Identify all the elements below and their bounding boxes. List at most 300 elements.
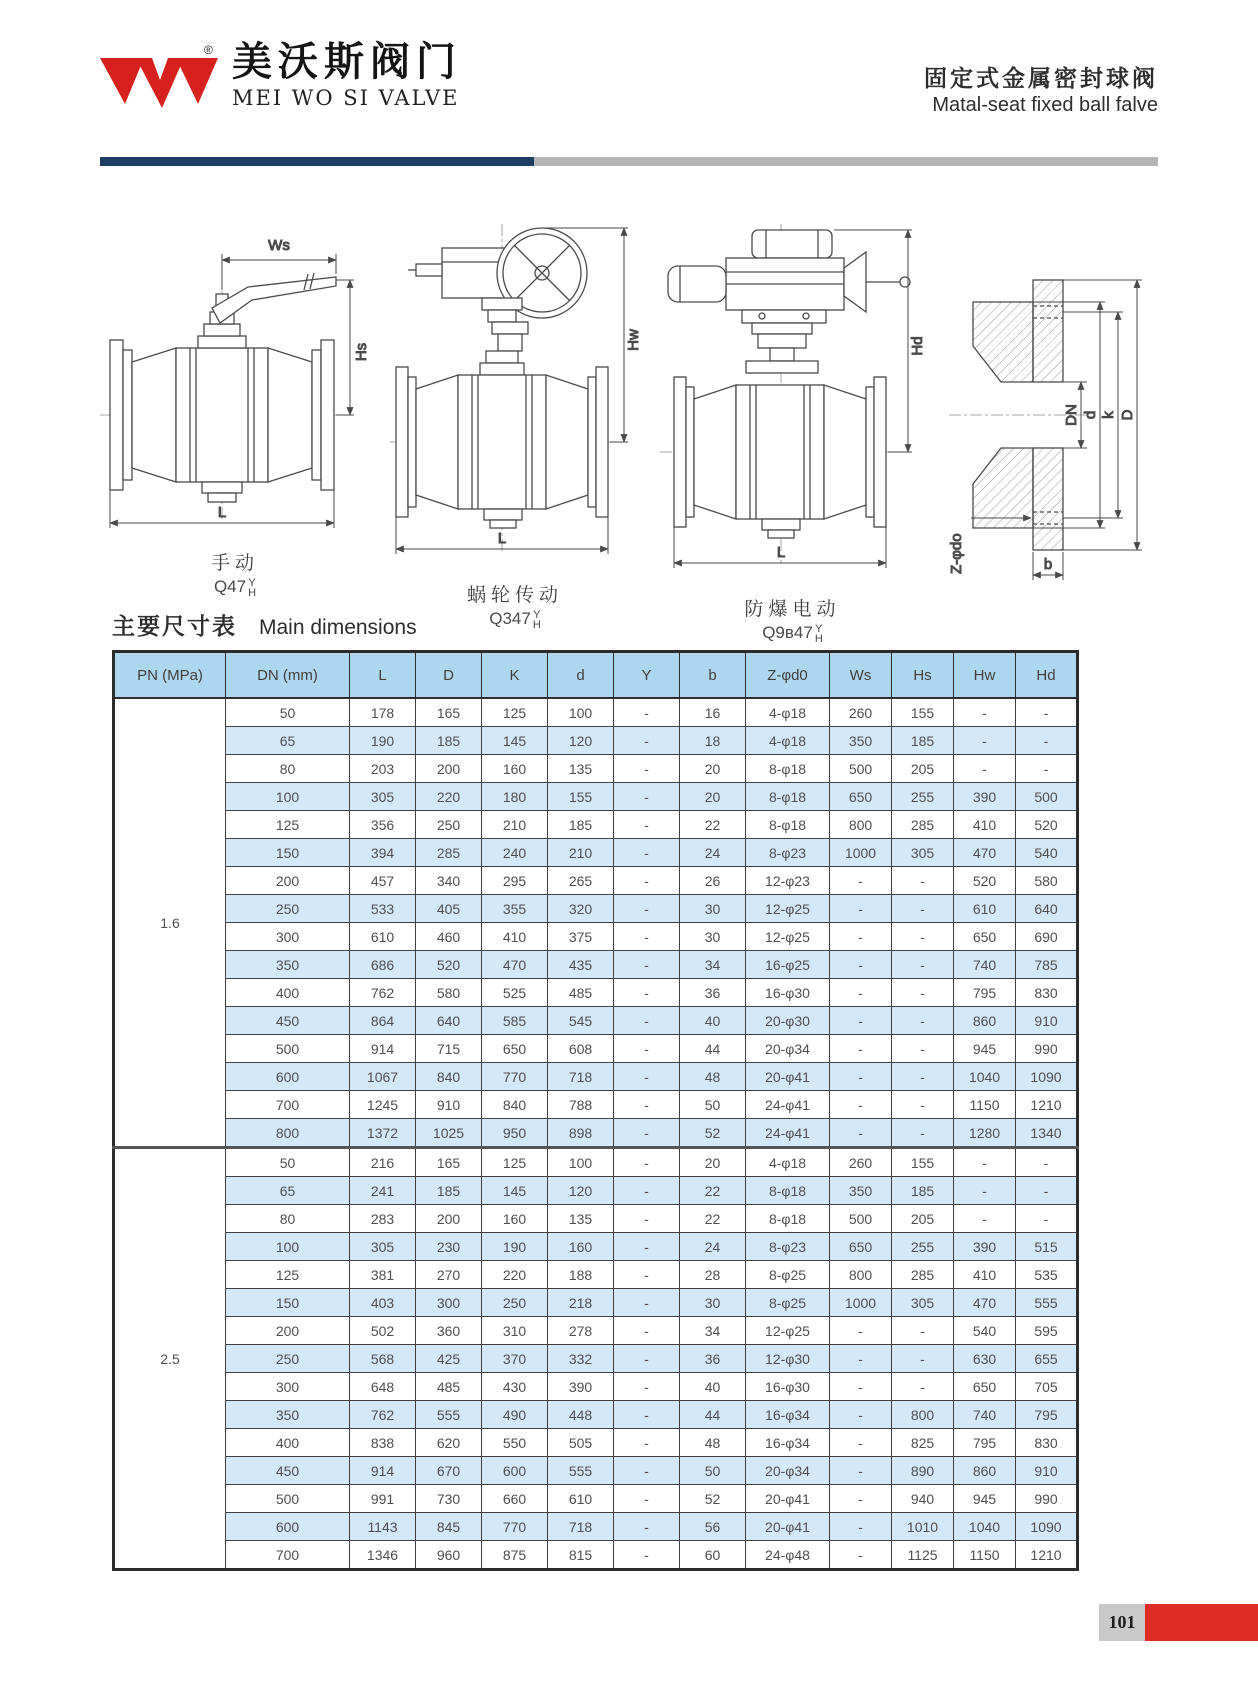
dn-cell: 600	[226, 1063, 350, 1091]
dim-cell: 20-φ41	[746, 1513, 830, 1541]
dim-cell: 1150	[954, 1541, 1016, 1570]
dim-cell: 375	[548, 923, 614, 951]
dim-cell: 255	[892, 1233, 954, 1261]
dim-cell: 425	[416, 1345, 482, 1373]
dim-cell: 8-φ18	[746, 1177, 830, 1205]
dim-cell: 650	[482, 1035, 548, 1063]
column-header: Y	[614, 652, 680, 699]
dim-cell: 460	[416, 923, 482, 951]
dn-cell: 350	[226, 1401, 350, 1429]
dim-cell: 640	[1016, 895, 1078, 923]
dim-cell: -	[614, 755, 680, 783]
dim-cell: -	[892, 1345, 954, 1373]
dim-cell: 12-φ25	[746, 895, 830, 923]
dim-cell: 283	[350, 1205, 416, 1233]
dim-cell: 230	[416, 1233, 482, 1261]
dim-cell: 960	[416, 1541, 482, 1570]
column-header: K	[482, 652, 548, 699]
dn-cell: 250	[226, 895, 350, 923]
dim-cell: 940	[892, 1485, 954, 1513]
dim-cell: 690	[1016, 923, 1078, 951]
dim-cell: -	[614, 1457, 680, 1485]
dim-cell: 860	[954, 1007, 1016, 1035]
table-section-title	[112, 608, 417, 641]
dim-cell: 650	[954, 923, 1016, 951]
dim-cell: -	[830, 1541, 892, 1570]
valve-drawings	[100, 190, 1160, 643]
dn-cell: 500	[226, 1485, 350, 1513]
dim-cell: -	[614, 811, 680, 839]
dim-cell: -	[614, 951, 680, 979]
dim-cell: -	[892, 1119, 954, 1148]
dim-cell: 1143	[350, 1513, 416, 1541]
dim-cell: 840	[482, 1091, 548, 1119]
dim-cell: 278	[548, 1317, 614, 1345]
dim-cell: 305	[892, 839, 954, 867]
dim-cell: 145	[482, 727, 548, 755]
dim-cell: 381	[350, 1261, 416, 1289]
dim-cell: 305	[350, 1233, 416, 1261]
figure-flange-section	[945, 190, 1160, 586]
dim-cell: 502	[350, 1317, 416, 1345]
dim-cell: -	[1016, 755, 1078, 783]
dim-cell: -	[892, 1063, 954, 1091]
dim-label-dn: DN	[1063, 404, 1080, 426]
dim-cell: 220	[482, 1261, 548, 1289]
dim-cell: 60	[680, 1541, 746, 1570]
dim-cell: 44	[680, 1401, 746, 1429]
dim-cell: 655	[1016, 1345, 1078, 1373]
dim-cell: 185	[892, 1177, 954, 1205]
dim-cell: 8-φ25	[746, 1261, 830, 1289]
dim-cell: 305	[892, 1289, 954, 1317]
page-footer	[1099, 1604, 1258, 1641]
dim-cell: 36	[680, 1345, 746, 1373]
section-title-en: Main dimensions	[259, 616, 417, 639]
dim-cell: -	[614, 895, 680, 923]
dim-cell: 1340	[1016, 1119, 1078, 1148]
dim-cell: 740	[954, 951, 1016, 979]
dim-cell: 190	[350, 727, 416, 755]
dim-cell: 120	[548, 727, 614, 755]
dim-cell: 155	[548, 783, 614, 811]
column-header: d	[548, 652, 614, 699]
brand-logo-icon	[100, 42, 218, 122]
dim-cell: 155	[892, 698, 954, 727]
dim-cell: 838	[350, 1429, 416, 1457]
dim-cell: 12-φ23	[746, 867, 830, 895]
dn-cell: 450	[226, 1007, 350, 1035]
table-row	[114, 895, 1078, 923]
dim-cell: 910	[1016, 1457, 1078, 1485]
dim-cell: -	[954, 1205, 1016, 1233]
dim-cell: 585	[482, 1007, 548, 1035]
dim-cell: 500	[1016, 783, 1078, 811]
dim-cell: 550	[482, 1429, 548, 1457]
dim-cell: 648	[350, 1373, 416, 1401]
dim-cell: 830	[1016, 1429, 1078, 1457]
dim-label-l: L	[497, 530, 507, 547]
dim-cell: 20-φ34	[746, 1457, 830, 1485]
dim-cell: 914	[350, 1035, 416, 1063]
dim-cell: -	[954, 698, 1016, 727]
dim-cell: -	[614, 867, 680, 895]
dim-cell: 56	[680, 1513, 746, 1541]
dim-cell: 864	[350, 1007, 416, 1035]
dim-cell: 52	[680, 1485, 746, 1513]
dim-cell: 216	[350, 1148, 416, 1177]
dn-cell: 65	[226, 727, 350, 755]
dim-cell: 540	[954, 1317, 1016, 1345]
dim-cell: 650	[830, 1233, 892, 1261]
dim-cell: 370	[482, 1345, 548, 1373]
dim-cell: 990	[1016, 1485, 1078, 1513]
dn-cell: 200	[226, 867, 350, 895]
dim-cell: 1010	[892, 1513, 954, 1541]
header-divider	[100, 157, 1158, 166]
table-row	[114, 755, 1078, 783]
dim-cell: -	[830, 1119, 892, 1148]
dim-cell: -	[892, 1373, 954, 1401]
dim-cell: 350	[830, 727, 892, 755]
table-row	[114, 839, 1078, 867]
table-row	[114, 923, 1078, 951]
dim-cell: -	[614, 1513, 680, 1541]
dim-cell: 890	[892, 1457, 954, 1485]
dim-cell: -	[614, 1373, 680, 1401]
dim-cell: 762	[350, 979, 416, 1007]
dim-cell: 945	[954, 1485, 1016, 1513]
document-title-en: Matal-seat fixed ball falve	[932, 94, 1158, 116]
document-title-cn: 固定式金属密封球阀	[924, 65, 1158, 92]
dim-cell: 4-φ18	[746, 727, 830, 755]
dim-cell: 1090	[1016, 1063, 1078, 1091]
dim-cell: 24-φ48	[746, 1541, 830, 1570]
dim-cell: -	[1016, 727, 1078, 755]
figure-caption	[744, 594, 840, 643]
brand-name-en: MEI WO SI VALVE	[232, 86, 460, 110]
dim-cell: 1067	[350, 1063, 416, 1091]
dim-cell: 200	[416, 755, 482, 783]
page-number: 101	[1099, 1604, 1145, 1641]
dim-cell: 34	[680, 1317, 746, 1345]
dim-cell: 555	[548, 1457, 614, 1485]
column-header: PN (MPa)	[114, 652, 226, 699]
dim-cell: -	[614, 1541, 680, 1570]
dim-cell: 490	[482, 1401, 548, 1429]
dim-cell: 48	[680, 1429, 746, 1457]
dim-cell: 470	[954, 839, 1016, 867]
dim-cell: 405	[416, 895, 482, 923]
dim-cell: 48	[680, 1063, 746, 1091]
dim-cell: 44	[680, 1035, 746, 1063]
dim-cell: -	[892, 979, 954, 1007]
dim-cell: 185	[416, 727, 482, 755]
dim-cell: -	[614, 1429, 680, 1457]
dim-cell: 715	[416, 1035, 482, 1063]
dn-cell: 50	[226, 1148, 350, 1177]
dim-cell: 410	[954, 811, 1016, 839]
dim-cell: 16-φ30	[746, 1373, 830, 1401]
dn-cell: 125	[226, 1261, 350, 1289]
dim-cell: 945	[954, 1035, 1016, 1063]
dim-cell: -	[614, 1035, 680, 1063]
table-row	[114, 951, 1078, 979]
dim-cell: 250	[482, 1289, 548, 1317]
dim-label-l: L	[776, 544, 786, 561]
dim-cell: 568	[350, 1345, 416, 1373]
dim-cell: 650	[830, 783, 892, 811]
dim-cell: -	[1016, 1177, 1078, 1205]
dim-cell: -	[830, 1345, 892, 1373]
pn-group-cell: 1.6	[114, 698, 226, 1148]
dim-cell: 910	[416, 1091, 482, 1119]
dim-cell: 180	[482, 783, 548, 811]
flange-section-drawing	[945, 190, 1160, 586]
dim-cell: -	[614, 923, 680, 951]
dim-cell: 20	[680, 755, 746, 783]
dim-cell: -	[892, 1317, 954, 1345]
dim-cell: 16-φ25	[746, 951, 830, 979]
dim-cell: -	[614, 1317, 680, 1345]
dim-cell: 220	[416, 783, 482, 811]
dim-cell: 1210	[1016, 1541, 1078, 1570]
dim-cell: 1040	[954, 1513, 1016, 1541]
dim-cell: 825	[892, 1429, 954, 1457]
dim-cell: 241	[350, 1177, 416, 1205]
dim-cell: 410	[954, 1261, 1016, 1289]
dim-cell: -	[614, 1401, 680, 1429]
table-row	[114, 1289, 1078, 1317]
dim-cell: 270	[416, 1261, 482, 1289]
table-row	[114, 1007, 1078, 1035]
dim-cell: 285	[416, 839, 482, 867]
dim-cell: 185	[416, 1177, 482, 1205]
dim-cell: 800	[830, 1261, 892, 1289]
dim-cell: 185	[548, 811, 614, 839]
dim-cell: 1346	[350, 1541, 416, 1570]
figure-model-code: Q347 Y H	[489, 609, 541, 631]
dim-cell: 785	[1016, 951, 1078, 979]
page-header	[100, 38, 1158, 122]
brand-name-cn: 美沃斯阀门	[232, 38, 462, 85]
dn-cell: 500	[226, 1035, 350, 1063]
dim-cell: 205	[892, 1205, 954, 1233]
table-row	[114, 1429, 1078, 1457]
dim-cell: 520	[416, 951, 482, 979]
dim-cell: 356	[350, 811, 416, 839]
dim-cell: -	[614, 1205, 680, 1233]
dim-cell: -	[614, 1007, 680, 1035]
dim-cell: -	[830, 1457, 892, 1485]
dim-cell: 26	[680, 867, 746, 895]
dn-cell: 125	[226, 811, 350, 839]
dim-cell: 770	[482, 1513, 548, 1541]
dim-cell: 914	[350, 1457, 416, 1485]
dim-cell: 332	[548, 1345, 614, 1373]
dim-label-k: k	[1100, 411, 1117, 419]
dim-cell: 50	[680, 1091, 746, 1119]
dim-cell: 718	[548, 1063, 614, 1091]
dim-cell: 770	[482, 1063, 548, 1091]
dim-cell: 30	[680, 1289, 746, 1317]
dim-cell: 485	[548, 979, 614, 1007]
dim-cell: 30	[680, 923, 746, 951]
figure-caption	[467, 580, 563, 629]
dim-cell: 830	[1016, 979, 1078, 1007]
dimensions-table	[112, 650, 1079, 1571]
dim-cell: 448	[548, 1401, 614, 1429]
dim-cell: -	[830, 1007, 892, 1035]
dim-cell: -	[830, 895, 892, 923]
manual-valve-drawing	[100, 190, 370, 540]
table-row	[114, 1345, 1078, 1373]
table-row	[114, 1317, 1078, 1345]
dim-cell: -	[1016, 698, 1078, 727]
dim-cell: 620	[416, 1429, 482, 1457]
dn-cell: 300	[226, 923, 350, 951]
table-row	[114, 1091, 1078, 1119]
dim-cell: 1000	[830, 1289, 892, 1317]
table-row	[114, 1373, 1078, 1401]
column-header: Hs	[892, 652, 954, 699]
dim-cell: 20-φ41	[746, 1063, 830, 1091]
dim-cell: 1025	[416, 1119, 482, 1148]
dim-cell: -	[1016, 1205, 1078, 1233]
dim-cell: -	[830, 1317, 892, 1345]
dim-cell: 20-φ30	[746, 1007, 830, 1035]
dim-cell: 250	[416, 811, 482, 839]
table-row	[114, 1541, 1078, 1570]
dn-cell: 100	[226, 1233, 350, 1261]
dim-cell: 580	[416, 979, 482, 1007]
table-row	[114, 1205, 1078, 1233]
worm-gear-valve-drawing	[390, 190, 640, 572]
dim-cell: -	[892, 923, 954, 951]
dim-cell: 795	[1016, 1401, 1078, 1429]
dim-cell: -	[830, 1373, 892, 1401]
dim-cell: 203	[350, 755, 416, 783]
dim-cell: 1000	[830, 839, 892, 867]
dim-cell: 200	[416, 1205, 482, 1233]
dim-cell: 500	[830, 755, 892, 783]
dim-cell: 950	[482, 1119, 548, 1148]
table-row	[114, 698, 1078, 727]
dim-cell: 730	[416, 1485, 482, 1513]
dim-cell: 660	[482, 1485, 548, 1513]
table-header-row	[114, 652, 1078, 699]
dim-cell: 875	[482, 1541, 548, 1570]
dim-cell: 320	[548, 895, 614, 923]
dim-cell: 125	[482, 1148, 548, 1177]
dim-cell: -	[830, 1063, 892, 1091]
dim-cell: 218	[548, 1289, 614, 1317]
table-row	[114, 1119, 1078, 1148]
dim-cell: 390	[548, 1373, 614, 1401]
dim-label-hd: Hd	[909, 336, 926, 356]
dim-cell: -	[614, 1233, 680, 1261]
dim-cell: 1210	[1016, 1091, 1078, 1119]
table-row	[114, 979, 1078, 1007]
dim-cell: -	[830, 1429, 892, 1457]
dim-cell: 8-φ18	[746, 811, 830, 839]
column-header: D	[416, 652, 482, 699]
dim-cell: 125	[482, 698, 548, 727]
dim-cell: 210	[548, 839, 614, 867]
dim-cell: 52	[680, 1119, 746, 1148]
figure-model-code: Q47 Y H	[213, 577, 257, 599]
dim-cell: 485	[416, 1373, 482, 1401]
table-row	[114, 1035, 1078, 1063]
dn-cell: 350	[226, 951, 350, 979]
dn-cell: 200	[226, 1317, 350, 1345]
dim-cell: 515	[1016, 1233, 1078, 1261]
section-title-cn: 主要尺寸表	[112, 613, 237, 639]
dim-cell: -	[614, 1485, 680, 1513]
dim-cell: 430	[482, 1373, 548, 1401]
dim-cell: 145	[482, 1177, 548, 1205]
dim-cell: -	[830, 979, 892, 1007]
dim-cell: 991	[350, 1485, 416, 1513]
dim-cell: 310	[482, 1317, 548, 1345]
dim-cell: 34	[680, 951, 746, 979]
dim-cell: -	[614, 1119, 680, 1148]
column-header: Ws	[830, 652, 892, 699]
dim-cell: 545	[548, 1007, 614, 1035]
dim-cell: 40	[680, 1007, 746, 1035]
table-row	[114, 727, 1078, 755]
table-row	[114, 1233, 1078, 1261]
figure-model-code: Q9в47 Y H	[762, 623, 823, 645]
dim-cell: 788	[548, 1091, 614, 1119]
table-row	[114, 1261, 1078, 1289]
dim-cell: 16	[680, 698, 746, 727]
figure-caption-cn: 手动	[210, 553, 259, 574]
electric-valve-drawing	[660, 190, 925, 586]
dim-cell: 762	[350, 1401, 416, 1429]
dim-cell: 285	[892, 1261, 954, 1289]
dim-cell: 100	[548, 698, 614, 727]
dim-cell: -	[614, 1177, 680, 1205]
dim-cell: 160	[482, 1205, 548, 1233]
dim-cell: 535	[1016, 1261, 1078, 1289]
dim-cell: 4-φ18	[746, 1148, 830, 1177]
dim-cell: 295	[482, 867, 548, 895]
dim-cell: -	[614, 1289, 680, 1317]
dn-cell: 150	[226, 839, 350, 867]
dim-cell: 500	[830, 1205, 892, 1233]
dim-cell: 8-φ25	[746, 1289, 830, 1317]
dn-cell: 80	[226, 755, 350, 783]
table-row	[114, 1485, 1078, 1513]
dim-cell: 595	[1016, 1317, 1078, 1345]
figure-caption-cn: 蜗轮传动	[466, 585, 563, 606]
dim-cell: 16-φ30	[746, 979, 830, 1007]
dim-cell: 1150	[954, 1091, 1016, 1119]
table-row	[114, 1401, 1078, 1429]
dim-cell: 4-φ18	[746, 698, 830, 727]
brand-block	[100, 38, 462, 122]
dim-cell: 165	[416, 1148, 482, 1177]
dim-cell: 340	[416, 867, 482, 895]
dim-cell: 718	[548, 1513, 614, 1541]
dim-cell: -	[830, 1091, 892, 1119]
dim-cell: 255	[892, 783, 954, 811]
dim-cell: -	[892, 895, 954, 923]
dim-cell: -	[830, 867, 892, 895]
dim-cell: 50	[680, 1457, 746, 1485]
dim-cell: 205	[892, 755, 954, 783]
